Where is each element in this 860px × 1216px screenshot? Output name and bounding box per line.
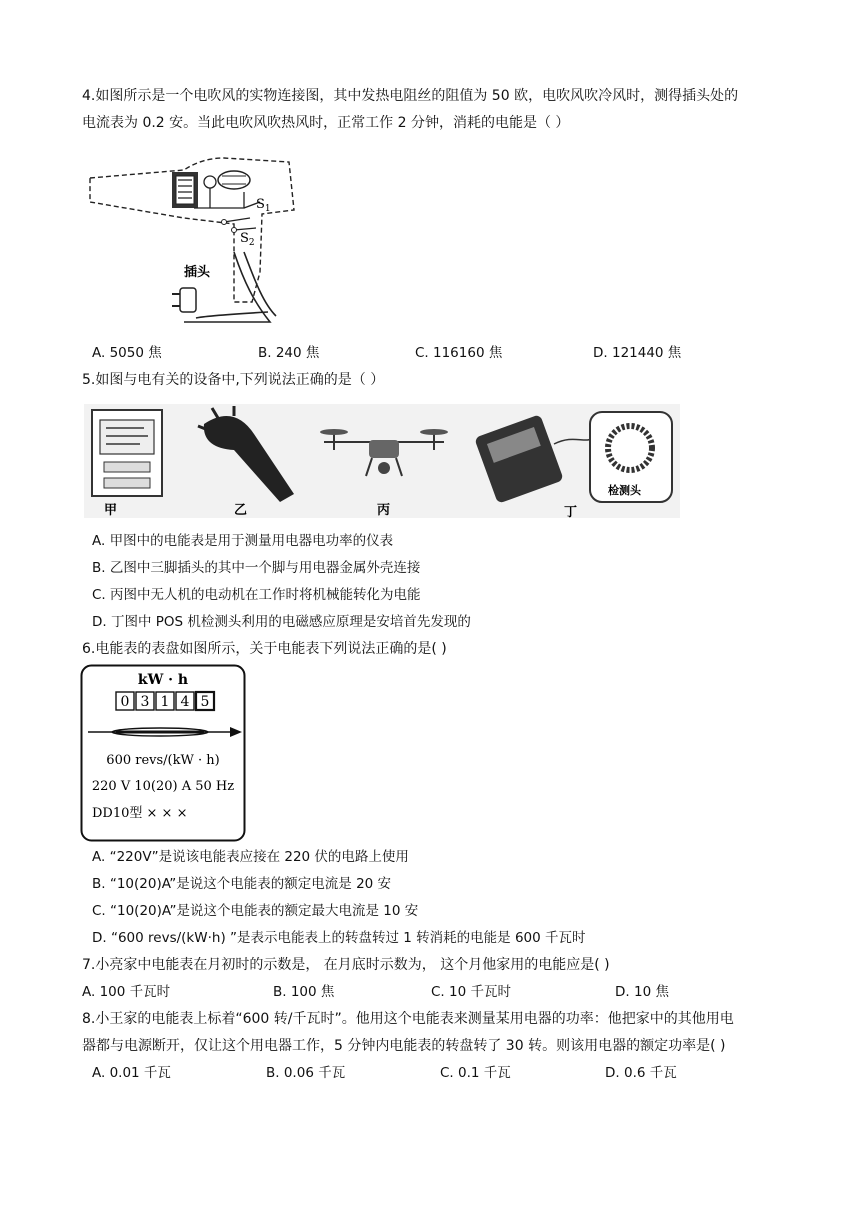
label-bing: 丙: [377, 503, 391, 518]
q5-option-c[interactable]: C. 丙图中无人机的电动机在工作时将机械能转化为电能: [92, 587, 421, 603]
q7-option-c[interactable]: C. 10 千瓦时: [431, 984, 511, 1000]
q8-option-c[interactable]: C. 0.1 千瓦: [440, 1065, 511, 1081]
label-ding: 丁: [564, 505, 578, 518]
q6-option-c[interactable]: C. “10(20)A”是说这个电能表的额定最大电流是 10 安: [92, 903, 419, 919]
meter-unit: kW · h: [137, 672, 189, 688]
q8-stem-line1: 8.小王家的电能表上标着“600 转/千瓦时”。他用这个电能表来测量某用电器的功率：他把家中的其他用电: [82, 1011, 734, 1027]
q4-option-a[interactable]: A. 5050 焦: [92, 345, 162, 361]
q4-option-d[interactable]: D. 121440 焦: [593, 345, 682, 361]
meter-digit: 1: [160, 694, 170, 710]
q5-option-a[interactable]: A. 甲图中的电能表是用于测量用电器电功率的仪表: [92, 533, 394, 549]
meter-revs-line: 600 revs/(kW · h): [106, 753, 220, 768]
meter-rating-line: 220 V 10(20) A 50 Hz: [91, 779, 235, 794]
q8-option-d[interactable]: D. 0.6 千瓦: [605, 1065, 677, 1081]
meter-model-line: DD10型 × × ×: [92, 806, 188, 821]
q7-option-a[interactable]: A. 100 千瓦时: [82, 984, 171, 1000]
meter-digit: 3: [140, 694, 150, 710]
q6-option-b[interactable]: B. “10(20)A”是说这个电能表的额定电流是 20 安: [92, 876, 392, 892]
q5-stem: 5.如图与电有关的设备中,下列说法正确的是（ ）: [82, 372, 385, 388]
meter-digit: 0: [120, 694, 130, 710]
q4-option-c[interactable]: C. 116160 焦: [415, 345, 503, 361]
q6-stem: 6.电能表的表盘如图所示，关于电能表下列说法正确的是( ): [82, 641, 447, 657]
detector-label: 检测头: [608, 484, 641, 497]
q7-option-b[interactable]: B. 100 焦: [273, 984, 335, 1000]
meter-dial-figure: [80, 664, 246, 842]
q6-option-a[interactable]: A. “220V”是说该电能表应接在 220 伏的电路上使用: [92, 849, 409, 865]
label-jia: 甲: [104, 503, 118, 518]
meter-digit: 5: [200, 694, 210, 710]
meter-digit: 4: [180, 694, 190, 710]
label-yi: 乙: [234, 503, 248, 518]
q6-option-d[interactable]: D. “600 revs/(kW·h) ”是表示电能表上的转盘转过 1 转消耗的电能是 600 千瓦时: [92, 930, 586, 946]
q4-stem-line1: 4.如图所示是一个电吹风的实物连接图，其中发热电阻丝的阻值为 50 欧，电吹风吹冷风时，测得插头处的: [82, 88, 739, 104]
q7-option-d[interactable]: D. 10 焦: [615, 984, 669, 1000]
devices-figure: [84, 404, 680, 518]
q5-option-d[interactable]: D. 丁图中 POS 机检测头利用的电磁感应原理是安培首先发现的: [92, 614, 471, 630]
q4-option-b[interactable]: B. 240 焦: [258, 345, 320, 361]
q5-option-b[interactable]: B. 乙图中三脚插头的其中一个脚与用电器金属外壳连接: [92, 560, 421, 576]
q8-option-a[interactable]: A. 0.01 千瓦: [92, 1065, 171, 1081]
s1-label: $S_1$: [256, 197, 271, 214]
q8-option-b[interactable]: B. 0.06 千瓦: [266, 1065, 346, 1081]
q8-stem-line2: 器都与电源断开，仅让这个用电器工作，5 分钟内电能表的转盘转了 30 转。则该用电器的额定功率是( ): [82, 1038, 726, 1054]
q7-stem: 7.小亮家中电能表在月初时的示数是， 在月底时示数为， 这个月他家用的电能应是( ): [82, 957, 610, 973]
q4-stem-line2: 电流表为 0.2 安。当此电吹风吹热风时，正常工作 2 分钟，消耗的电能是（ ）: [82, 115, 570, 131]
s2-label: $S_2$: [240, 231, 255, 248]
plug-label: 插头: [184, 265, 211, 280]
hair-dryer-figure: [84, 152, 299, 332]
